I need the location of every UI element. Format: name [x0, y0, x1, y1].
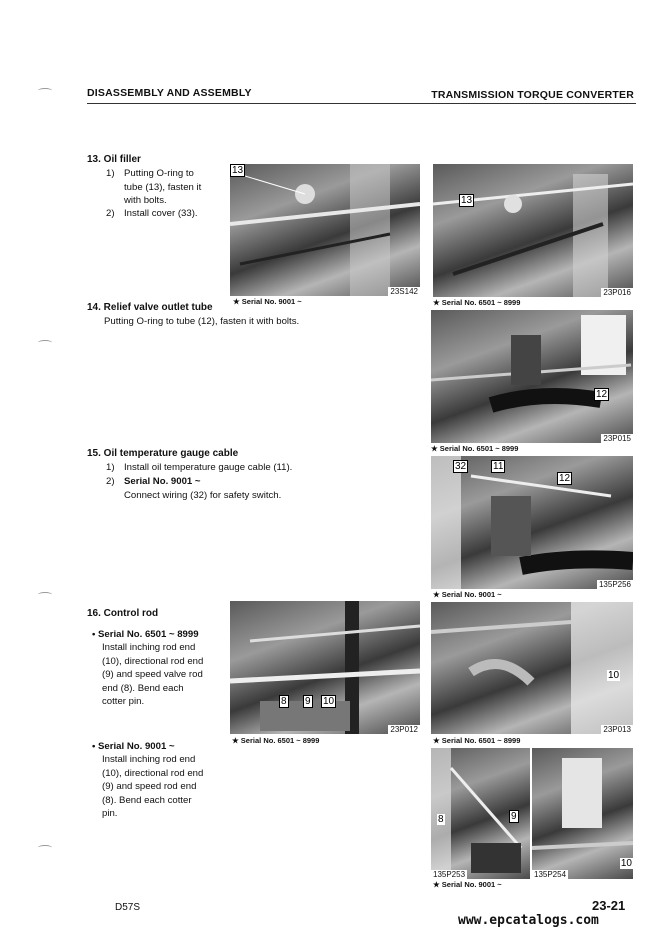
section-13-title: 13. Oil filler — [87, 154, 141, 165]
photo-detail — [230, 601, 420, 734]
s16-b1-line2: (10), directional rod end — [102, 655, 204, 667]
photo-gauge-cable-9001 — [431, 456, 633, 589]
photo-code: 23S142 — [390, 287, 418, 296]
s15-step2-num: 2) — [106, 476, 115, 487]
callout-8: 8 — [438, 814, 444, 825]
callout-32: 32 — [455, 461, 467, 472]
callout-9: 9 — [305, 696, 311, 707]
callout-13: 13 — [232, 165, 244, 176]
photo-control-rod-9001-a — [431, 748, 530, 879]
photo-control-rod-9001-b — [532, 748, 633, 879]
s13-step1-num: 1) — [106, 168, 115, 179]
photo-oil-filler-9001 — [230, 164, 420, 296]
s16-bullet1-title: • Serial No. 6501 ~ 8999 — [92, 629, 199, 640]
photo-code: 23P012 — [390, 725, 418, 734]
photo-detail — [431, 310, 633, 443]
s15-step2-text: Connect wiring (32) for safety switch. — [124, 490, 282, 501]
s13-step1-line2: tube (13), fasten it — [124, 181, 202, 193]
s15-step1-num: 1) — [106, 462, 115, 473]
footer-page-number: 23-21 — [592, 898, 626, 913]
callout-8: 8 — [281, 696, 287, 707]
s16-bullet2-text — [102, 753, 218, 821]
photo-control-rod-6501-a — [230, 601, 420, 734]
margin-mark — [38, 845, 52, 850]
photo-caption: ★ Serial No. 6501 ~ 8999 — [431, 444, 519, 453]
s13-step2-num: 2) — [106, 208, 115, 219]
photo-caption: ★ Serial No. 9001 ~ — [433, 880, 502, 889]
s16-b2-line4: (8). Bend each cotter — [102, 794, 192, 806]
callout-12: 12 — [596, 389, 608, 400]
header-rule — [87, 103, 636, 104]
photo-detail — [433, 164, 633, 297]
s16-b2-line1: Install inching rod end — [102, 754, 196, 765]
header-left: DISASSEMBLY AND ASSEMBLY — [87, 87, 252, 99]
header-right: TRANSMISSION TORQUE CONVERTER — [431, 89, 634, 101]
s14-text: Putting O-ring to tube (12), fasten it with bolts. — [104, 316, 300, 327]
callout-10: 10 — [620, 858, 632, 869]
photo-detail — [431, 602, 633, 734]
s16-b1-line5: cotter pin. — [102, 696, 145, 707]
s15-step2-serial: Serial No. 9001 ~ — [124, 476, 201, 487]
photo-caption: ★ Serial No. 6501 ~ 8999 — [433, 298, 521, 307]
s16-b1-line1: Install inching rod end — [102, 642, 196, 653]
s13-step1-line3: with bolts. — [124, 195, 167, 206]
photo-detail — [532, 748, 633, 879]
photo-caption: ★ Serial No. 9001 ~ — [433, 590, 502, 599]
photo-control-rod-6501-b — [431, 602, 633, 734]
s13-step1-line1: Putting O-ring to — [124, 168, 194, 179]
margin-mark — [38, 592, 52, 597]
photo-code: 135P254 — [534, 870, 567, 879]
photo-relief-valve-6501 — [431, 310, 633, 443]
section-14-title: 14. Relief valve outlet tube — [87, 302, 213, 313]
callout-13: 13 — [461, 195, 473, 206]
s16-b2-line3: (9) and speed rod end — [102, 781, 197, 792]
section-16-title: 16. Control rod — [87, 608, 159, 619]
margin-mark — [38, 340, 52, 345]
photo-detail — [431, 456, 633, 589]
s13-step2: Install cover (33). — [124, 208, 198, 219]
s13-step1 — [124, 167, 221, 208]
photo-code: 135P256 — [598, 580, 631, 589]
footer-model: D57S — [115, 902, 141, 913]
callout-9: 9 — [511, 811, 517, 822]
photo-detail — [230, 164, 420, 296]
section-15-title: 15. Oil temperature gauge cable — [87, 448, 239, 459]
photo-code: 23P013 — [603, 725, 631, 734]
s16-b1-line3: (9) and speed valve rod — [102, 669, 203, 680]
s16-bullet2-title: • Serial No. 9001 ~ — [92, 741, 175, 752]
callout-12: 12 — [559, 473, 571, 484]
s16-b2-line2: (10), directional rod end — [102, 767, 204, 779]
photo-code: 23P015 — [603, 434, 631, 443]
s16-b2-line5: pin. — [102, 808, 118, 819]
footer-watermark: www.epcatalogs.com — [458, 913, 599, 928]
photo-caption: ★ Serial No. 9001 ~ — [233, 297, 302, 306]
s16-b1-line4: end (8). Bend each — [102, 682, 184, 694]
photo-caption: ★ Serial No. 6501 ~ 8999 — [232, 736, 320, 745]
callout-10: 10 — [323, 696, 335, 707]
photo-caption: ★ Serial No. 6501 ~ 8999 — [433, 736, 521, 745]
photo-oil-filler-6501 — [433, 164, 633, 297]
photo-code: 23P016 — [603, 288, 631, 297]
s16-bullet1-text — [102, 641, 218, 709]
callout-10: 10 — [608, 670, 620, 681]
callout-11: 11 — [493, 461, 504, 472]
photo-code: 135P253 — [433, 870, 466, 879]
margin-mark — [38, 88, 52, 93]
s15-step1: Install oil temperature gauge cable (11). — [124, 462, 293, 473]
